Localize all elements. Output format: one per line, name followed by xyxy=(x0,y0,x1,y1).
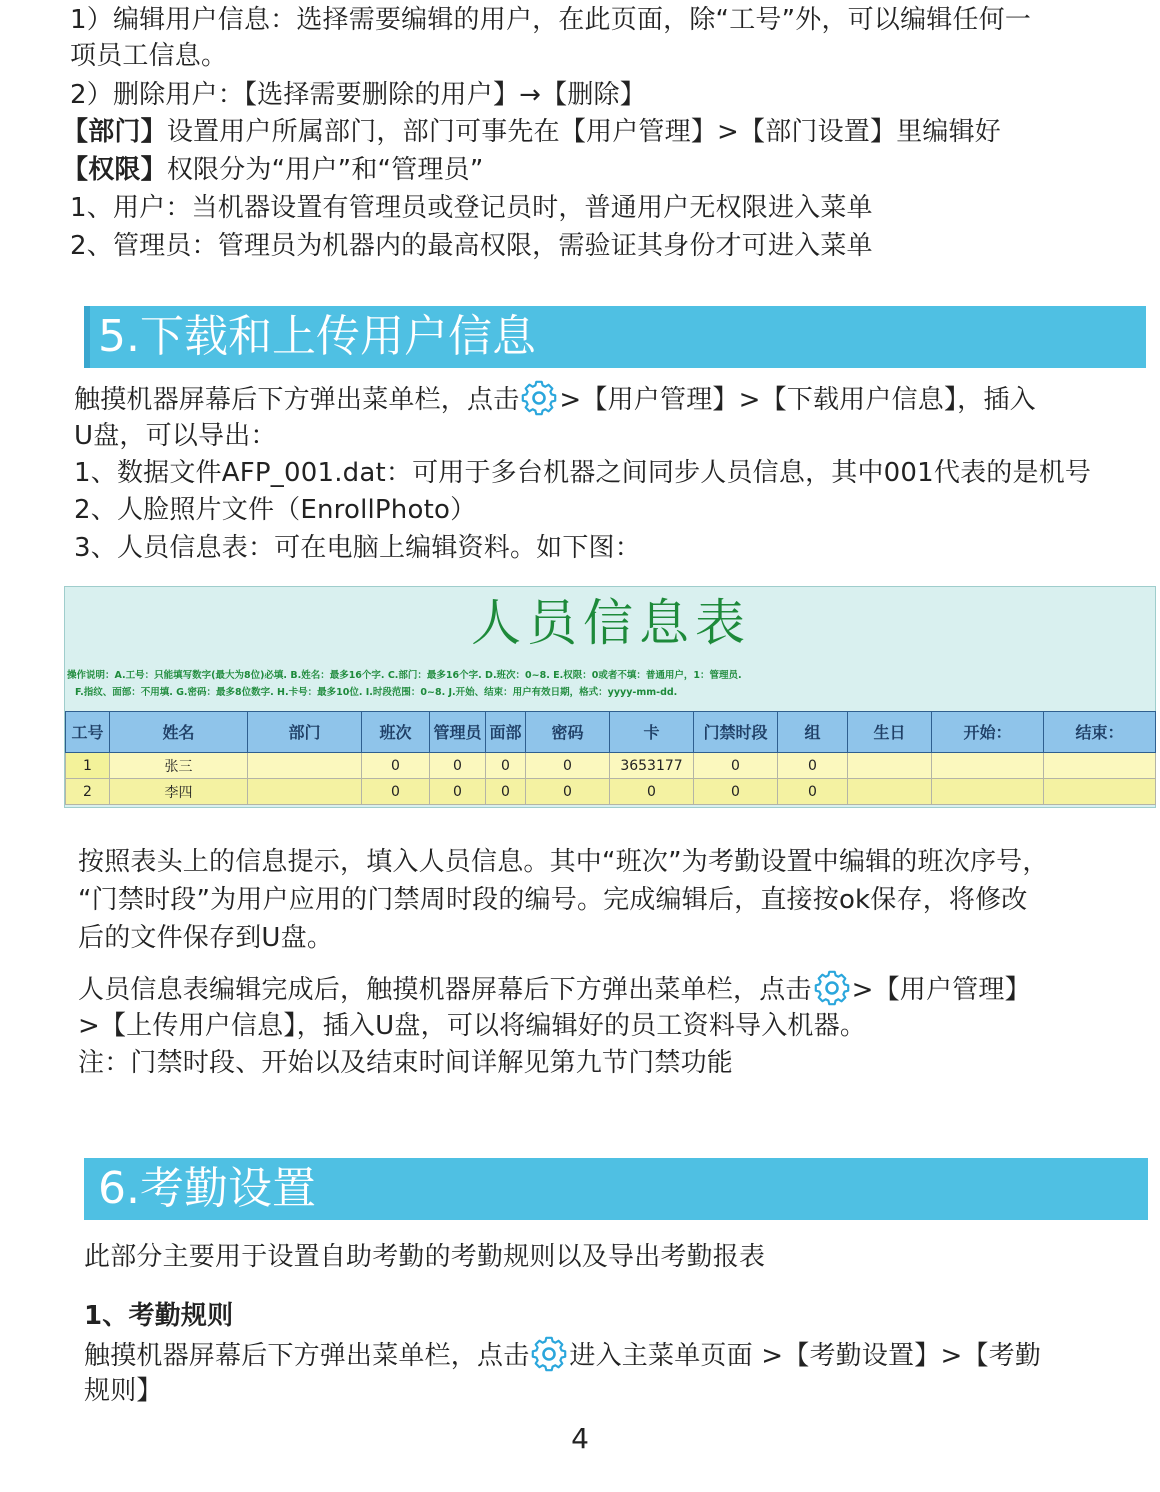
col-header-access-period: 门禁时段 xyxy=(694,712,778,753)
table-cell xyxy=(848,753,932,779)
table-cell: 0 xyxy=(526,753,610,779)
permission-tag: 【权限】 xyxy=(62,155,167,185)
attendance-rules-heading: 1、考勤规则 xyxy=(84,1301,234,1331)
rules-text-pre: 触摸机器屏幕后下方弹出菜单栏，点击 xyxy=(84,1341,530,1371)
table-cell xyxy=(932,779,1044,805)
table-cell: 0 xyxy=(430,753,486,779)
fill-instructions-line-3: 后的文件保存到U盘。 xyxy=(78,923,334,953)
fill-instructions-line-1: 按照表头上的信息提示，填入人员信息。其中“班次”为考勤设置中编辑的班次序号， xyxy=(78,847,1049,877)
col-header-name: 姓名 xyxy=(110,712,248,753)
upload-paragraph-cont: >【上传用户信息】，插入U盘，可以将编辑好的员工资料导入机器。 xyxy=(78,1011,867,1041)
gear-icon xyxy=(531,1336,567,1372)
upload-text-pre: 人员信息表编辑完成后，触摸机器屏幕后下方弹出菜单栏，点击 xyxy=(78,975,812,1005)
col-header-group: 组 xyxy=(778,712,848,753)
department-text: 设置用户所属部门，部门可事先在【用户管理】>【部门设置】里编辑好 xyxy=(166,117,1001,147)
page-number: 4 xyxy=(571,1422,589,1455)
spreadsheet-title: 人员信息表 xyxy=(471,594,751,652)
attendance-rules-paragraph xyxy=(84,1336,1041,1374)
spreadsheet-table xyxy=(65,711,1156,805)
section-6-banner xyxy=(84,1158,1148,1220)
table-cell: 0 xyxy=(778,753,848,779)
permission-admin: 2、管理员：管理员为机器内的最高权限，需验证其身份才可进入菜单 xyxy=(70,231,873,261)
table-row xyxy=(66,779,1156,805)
table-cell xyxy=(248,779,362,805)
table-row xyxy=(66,753,1156,779)
col-header-card: 卡 xyxy=(610,712,694,753)
banner-stub xyxy=(84,306,90,368)
col-header-start: 开始： xyxy=(932,712,1044,753)
attendance-rules-paragraph-cont: 规则】 xyxy=(84,1376,163,1406)
col-header-password: 密码 xyxy=(526,712,610,753)
p1-text-pre: 触摸机器屏幕后下方弹出菜单栏，点击 xyxy=(74,385,520,415)
table-cell: 0 xyxy=(610,779,694,805)
table-cell: 张三 xyxy=(110,753,248,779)
export-item-3: 3、人员信息表：可在电脑上编辑资料。如下图： xyxy=(74,533,641,563)
table-cell xyxy=(932,753,1044,779)
section-6-title: 6.考勤设置 xyxy=(98,1163,316,1214)
col-header-id: 工号 xyxy=(66,712,110,753)
department-tag: 【部门】 xyxy=(62,117,167,147)
rules-text-post: 进入主菜单页面 >【考勤设置】>【考勤 xyxy=(569,1341,1042,1371)
delete-user-step: 2）删除用户：【选择需要删除的用户】→【删除】 xyxy=(70,80,646,110)
spreadsheet-header-row xyxy=(66,712,1156,753)
edit-user-step: 1）编辑用户信息：选择需要编辑的用户，在此页面，除“工号”外，可以编辑任何一 xyxy=(70,5,1032,35)
table-cell: 1 xyxy=(66,753,110,779)
permission-text: 权限分为“用户”和“管理员” xyxy=(166,155,484,185)
col-header-birthday: 生日 xyxy=(848,712,932,753)
p1-text-post: >【用户管理】>【下载用户信息】，插入 xyxy=(559,385,1036,415)
section-5-banner xyxy=(84,306,1146,368)
table-cell xyxy=(848,779,932,805)
section-6-description: 此部分主要用于设置自助考勤的考勤规则以及导出考勤报表 xyxy=(84,1242,766,1272)
table-cell xyxy=(248,753,362,779)
gear-icon xyxy=(814,970,850,1006)
col-header-face: 面部 xyxy=(486,712,526,753)
table-cell: 0 xyxy=(362,753,430,779)
section-5-paragraph-1-cont: U盘，可以导出： xyxy=(74,421,277,451)
table-cell xyxy=(1044,753,1156,779)
table-cell: 0 xyxy=(778,779,848,805)
col-header-shift: 班次 xyxy=(362,712,430,753)
upload-paragraph xyxy=(78,970,1031,1008)
permission-user: 1、用户：当机器设置有管理员或登记员时，普通用户无权限进入菜单 xyxy=(70,193,873,223)
table-cell: 0 xyxy=(486,753,526,779)
table-cell: 0 xyxy=(362,779,430,805)
upload-text-post: >【用户管理】 xyxy=(851,975,1031,1005)
gear-icon xyxy=(521,380,557,416)
table-cell: 0 xyxy=(430,779,486,805)
section-5-paragraph-1 xyxy=(74,380,1036,418)
table-cell: 2 xyxy=(66,779,110,805)
permission-line xyxy=(62,152,484,188)
table-cell xyxy=(1044,779,1156,805)
table-cell: 3653177 xyxy=(610,753,694,779)
col-header-department: 部门 xyxy=(248,712,362,753)
table-cell: 0 xyxy=(486,779,526,805)
employee-info-spreadsheet xyxy=(64,586,1156,808)
section-5-title: 5.下载和上传用户信息 xyxy=(98,311,536,362)
table-cell: 0 xyxy=(694,779,778,805)
fill-instructions-line-2: “门禁时段”为用户应用的门禁周时段的编号。完成编辑后，直接按ok保存，将修改 xyxy=(78,885,1028,915)
table-cell: 李四 xyxy=(110,779,248,805)
table-cell: 0 xyxy=(694,753,778,779)
spreadsheet-note-line-2: F.指纹、面部：不用填. G.密码：最多8位数字. H.卡号：最多10位. I.时段范围：0~8. J.开始、结束：用户有效日期，格式：yyyy-mm-dd. xyxy=(75,687,678,698)
export-item-1: 1、数据文件AFP_001.dat：可用于多台机器之间同步人员信息，其中001代表的是机号 xyxy=(74,458,1092,488)
export-item-2: 2、人脸照片文件（EnrollPhoto） xyxy=(74,495,477,525)
department-line xyxy=(62,114,1001,150)
table-cell: 0 xyxy=(526,779,610,805)
col-header-admin: 管理员 xyxy=(430,712,486,753)
col-header-end: 结束： xyxy=(1044,712,1156,753)
access-period-note: 注：门禁时段、开始以及结束时间详解见第九节门禁功能 xyxy=(78,1048,734,1078)
edit-user-step-cont: 项员工信息。 xyxy=(70,41,228,71)
spreadsheet-note-line-1: 操作说明：A.工号：只能填写数字(最大为8位)必填. B.姓名：最多16个字. C.部门：最多16个字. D.班次：0~8. E.权限：0或者不填：普通用户，1：管理员. xyxy=(67,670,742,681)
